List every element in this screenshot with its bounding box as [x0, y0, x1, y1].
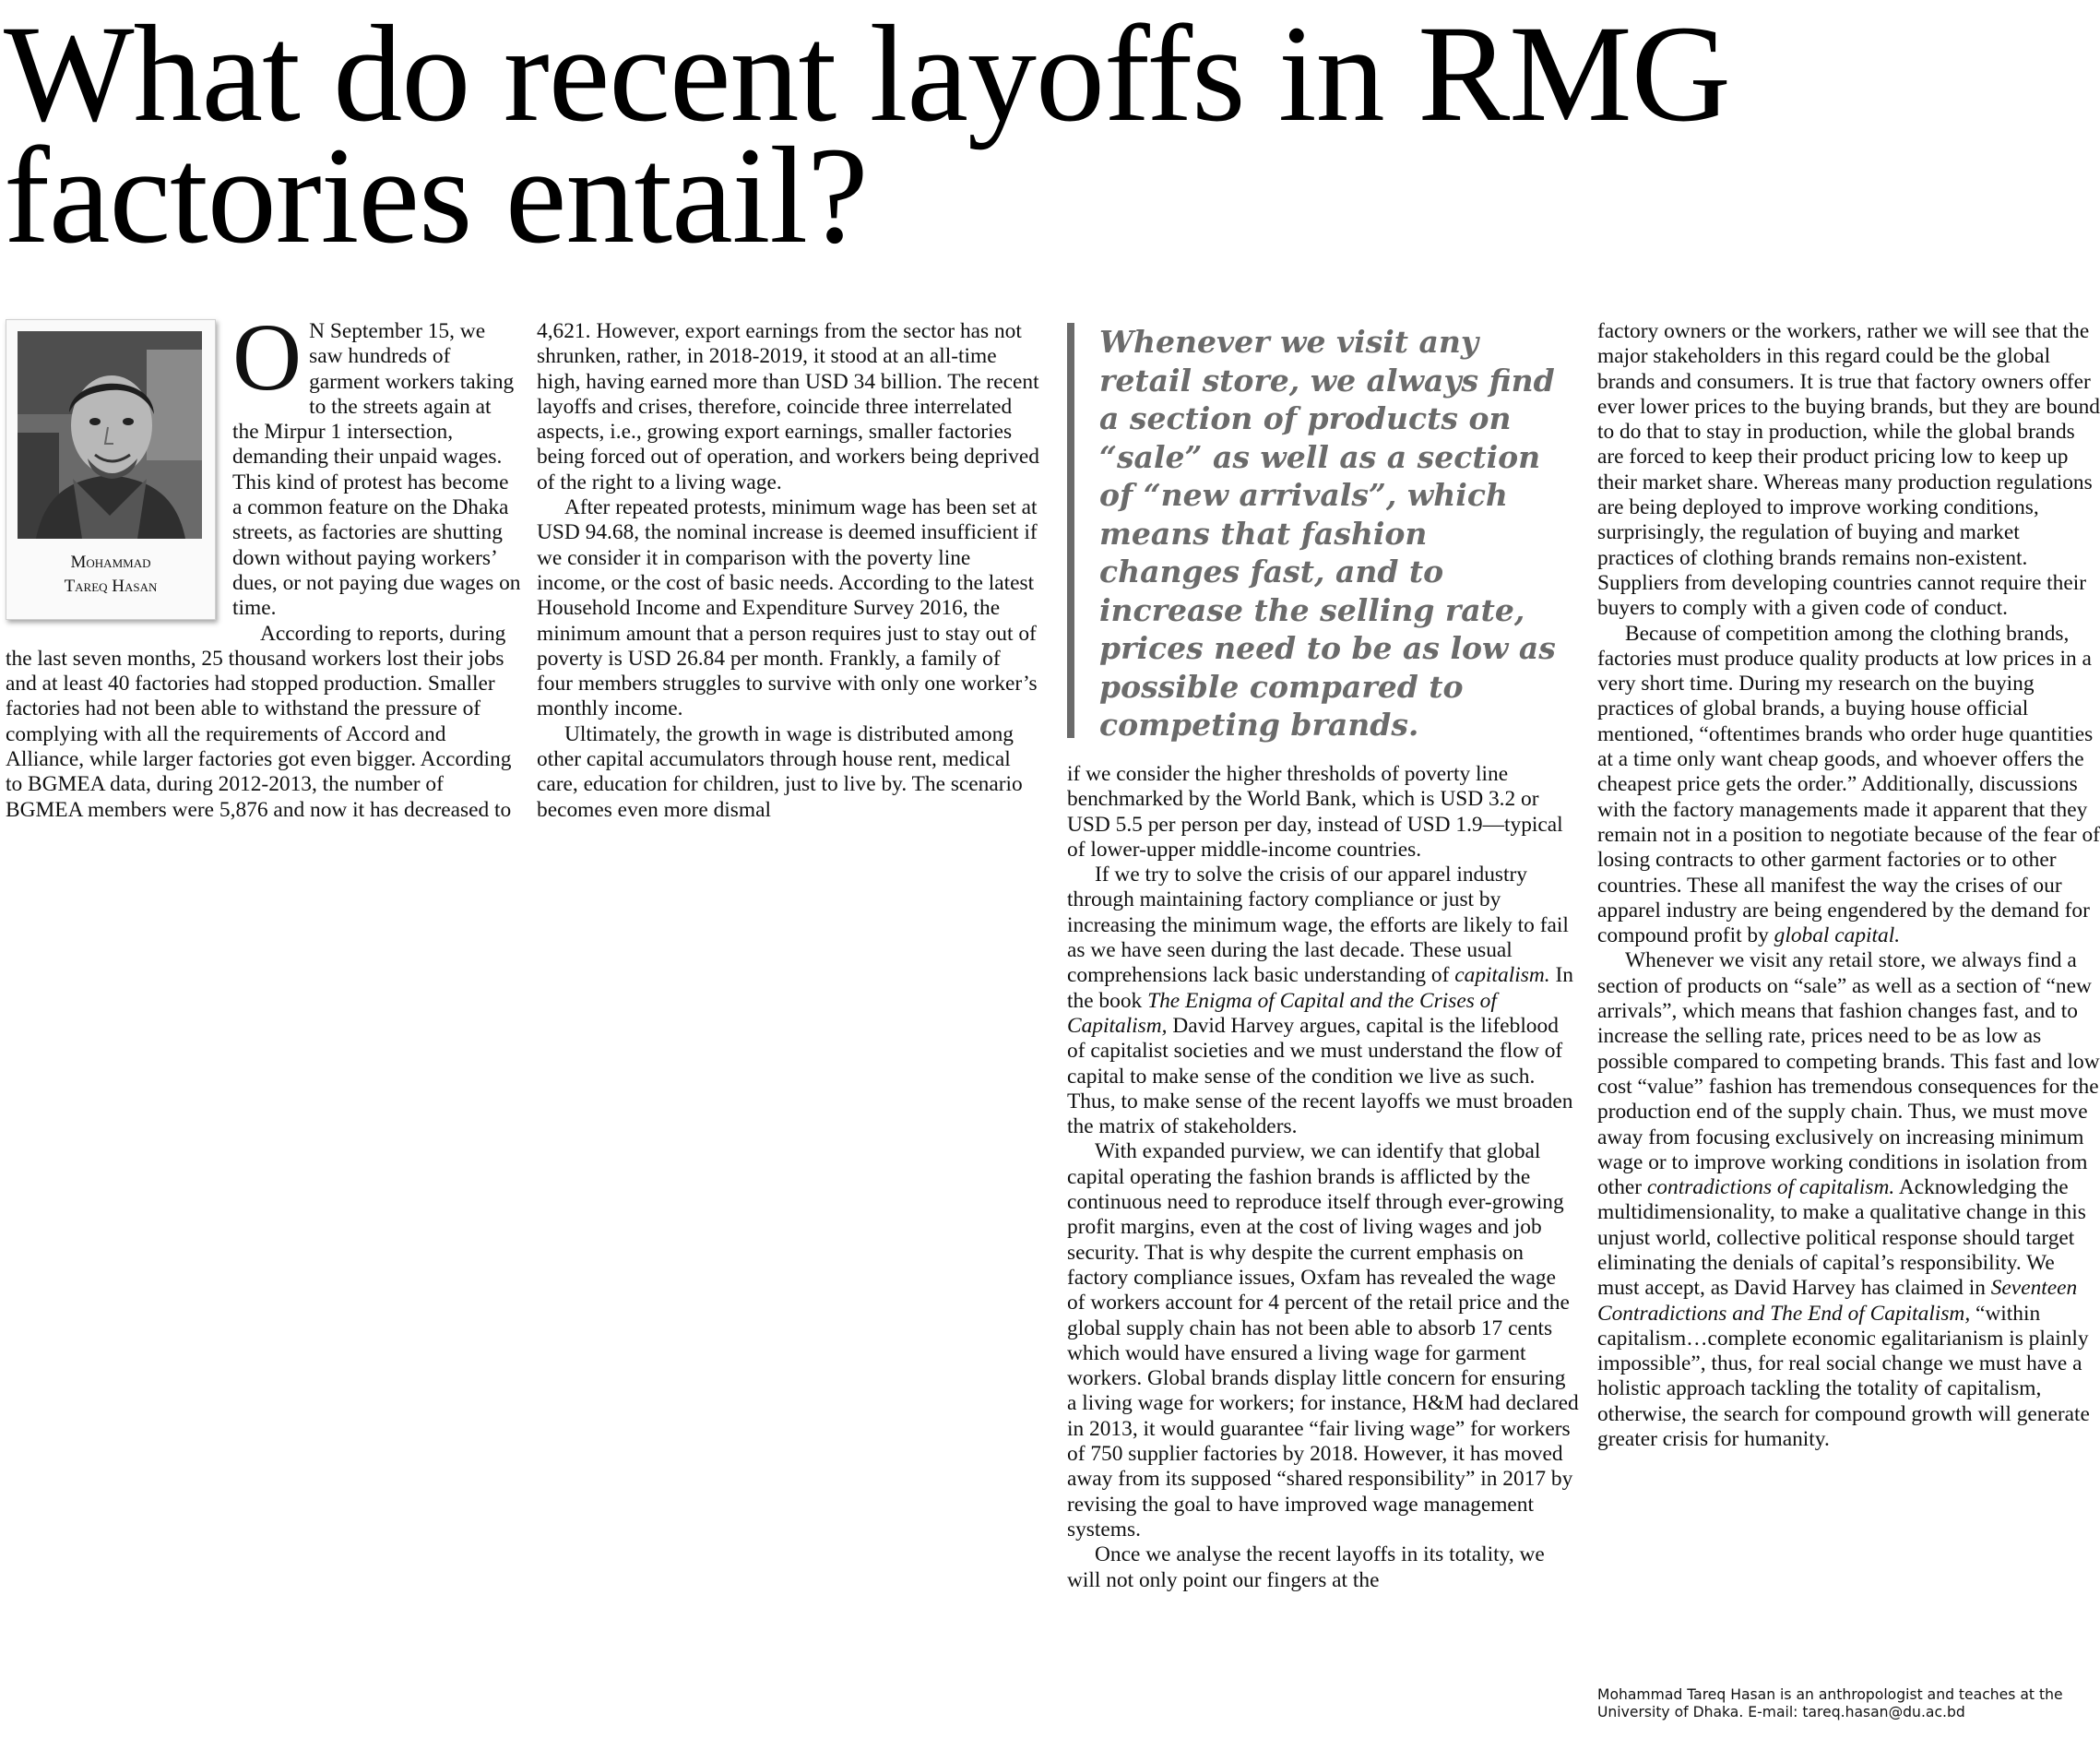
column-1: [6, 304, 522, 823]
pull-quote: Whenever we visit any retail store, we always find a section of products on “sale” as well as a section of “new arrivals”, which means that fashion changes fast, and to increase the selling rate, prices need to be as low as possible compared to competing brands.: [1067, 323, 1572, 738]
drop-cap: O: [232, 304, 303, 411]
author-name: Mohammad Tareq Hasan: [64, 553, 158, 596]
column-3: [1067, 762, 1579, 1593]
paragraph-continued: if we consider the higher thresholds of poverty line benchmarked by the World Bank, which is USD 3.2 or USD 5.5 per person per day, instead of USD 1.9—typical of lower-upper middle-income countries.: [1067, 762, 1563, 862]
paragraph: If we try to solve the crisis of our apparel industry through maintaining factory compliance or just by increasing the minimum wage, the efforts are likely to fail as we have seen during the last decade. These usual comprehensions lack basic understanding of capitalism. In the book The Enigma of Capital and the Crises of Capitalism, David Harvey argues, capital is the lifeblood of capitalist societies and we must understand the flow of capital to make sense of the condition we live as such. Thus, to make sense of the recent layoffs we must broaden the matrix of stakeholders.: [1067, 863, 1573, 1139]
paragraph: Because of competition among the clothing brands, factories must produce quality products at low prices in a very short time. During my research on the buying practices of global brands, a buying house official mentioned, “oftentimes brands who order huge quantities at a time only want cheap goods, and whoever offers the cheapest price gets the order.” Additionally, discussions with the factory managements made it apparent that they remain not in a position to negotiate because of the fear of losing contracts to other garment factories or to other countries. These all manifest the way the crises of our apparel industry are being engendered by the demand for compound profit by global capital.: [1597, 621, 2100, 948]
paragraph: O N September 15, we saw hundreds of garment workers taking to the streets again at the Mirpur 1 intersection, demanding their unpaid wages. This kind of protest has become a common feature on the Dhaka streets, as factories are shutting down without paying workers’ dues, or not paying due wages on time.: [232, 304, 521, 621]
paragraph-continued: factory owners or the workers, rather we will see that the major stakeholders in this regard could be the global brands and consumers. It is true that factory owners offer ever lower prices to the buying brands, but they are bound to do that to stay in production, while the global brands are forced to keep their product pricing low to keep up their market share. Whereas many production regulations are being deployed to improve working conditions, surprisingly, the regulation of buying and market practices of clothing brands remains non-existent. Suppliers from developing countries cannot require their buyers to comply with a given code of conduct.: [1597, 319, 2100, 621]
author-byline: Mohammad Tareq Hasan is an anthropologist and teaches at the University of Dhaka. E-mail: tareq.hasan@du.ac.bd: [1597, 1686, 2063, 1720]
paragraph: After repeated protests, minimum wage has been set at USD 94.68, the nominal increase is deemed insufficient if we consider it in comparison with the poverty line income, or the cost of basic needs. According to the latest Household Income and Expenditure Survey 2016, the minimum amount that a person requires just to stay out of poverty is USD 26.84 per month. Frankly, a family of four members struggles to survive with only one worker’s monthly income.: [537, 495, 1038, 721]
author-portrait-icon: [18, 331, 202, 539]
paragraph: Once we analyse the recent layoffs in its totality, we will not only point our fingers at the: [1067, 1542, 1545, 1592]
paragraph: Whenever we visit any retail store, we always find a section of products on “sale” as well as a section of “new arrivals”, which means that fashion changes fast, and to increase the selling rate, prices need to be as low as possible compared to competing brands. This fast and low cost “value” fashion has tremendous consequences for the production end of the supply chain. Thus, we must move away from focusing exclusively on increasing minimum wage or to improve working conditions in isolation from other contradictions of capitalism. Acknowledging the multidimensionality, to make a qualitative change in this unjust world, collective political response should target eliminating the denials of capital’s responsibility. We must accept, as David Harvey has claimed in Seventeen Contradictions and The End of Capitalism, “within capitalism…complete economic egalitarianism is plainly impossible”, thus, for real social change we must have a holistic approach tackling the totality of capitalism, otherwise, the search for compound growth will generate greater crisis for humanity.: [1597, 948, 2100, 1452]
paragraph: Ultimately, the growth in wage is distributed among other capital accumulators through house rent, medical care, education for children, just to live by. The scenario becomes even more dismal: [537, 721, 1023, 822]
headline: What do recent layoffs in RMG factories entail?: [4, 0, 1730, 272]
paragraph: According to reports, during the last seven months, 25 thousand workers lost their jobs and at least 40 factories had stopped production. Smaller factories had not been able to withstand the pressure of complying with all the requirements of Accord and Alliance, while larger factories got even bigger. According to BGMEA data, during 2012-2013, the number of BGMEA members were 5,876 and now it has decreased to: [6, 621, 512, 822]
author-box: [6, 319, 216, 620]
column-4: [1597, 319, 2100, 1452]
paragraph-continued: 4,621. However, export earnings from the sector has not shrunken, rather, in 2018-2019, it stood at an all-time high, having earned more than USD 34 billion. The recent layoffs and crises, therefore, coincide three interrelated aspects, i.e., growing export earnings, smaller factories being forced out of operation, and workers being deprived of the right to a living wage.: [537, 319, 1039, 494]
column-2: [537, 319, 1039, 823]
paragraph: With expanded purview, we can identify that global capital operating the fashion brands is afflicted by the continuous need to reproduce itself through ever-growing profit margins, even at the cost of living wages and job security. That is why despite the current emphasis on factory compliance issues, Oxfam has revealed the wage of workers account for 4 percent of the retail price and the global supply chain has not been able to absorb 17 cents which would have ensured a living wage for garment workers. Global brands display little concern for ensuring a living wage for workers; for instance, H&M had declared in 2013, it would guarantee “fair living wage” for workers of 750 supplier factories by 2018. However, it has moved away from its supposed “shared responsibility” in 2017 by revising the goal to have improved wage management systems.: [1067, 1139, 1579, 1542]
